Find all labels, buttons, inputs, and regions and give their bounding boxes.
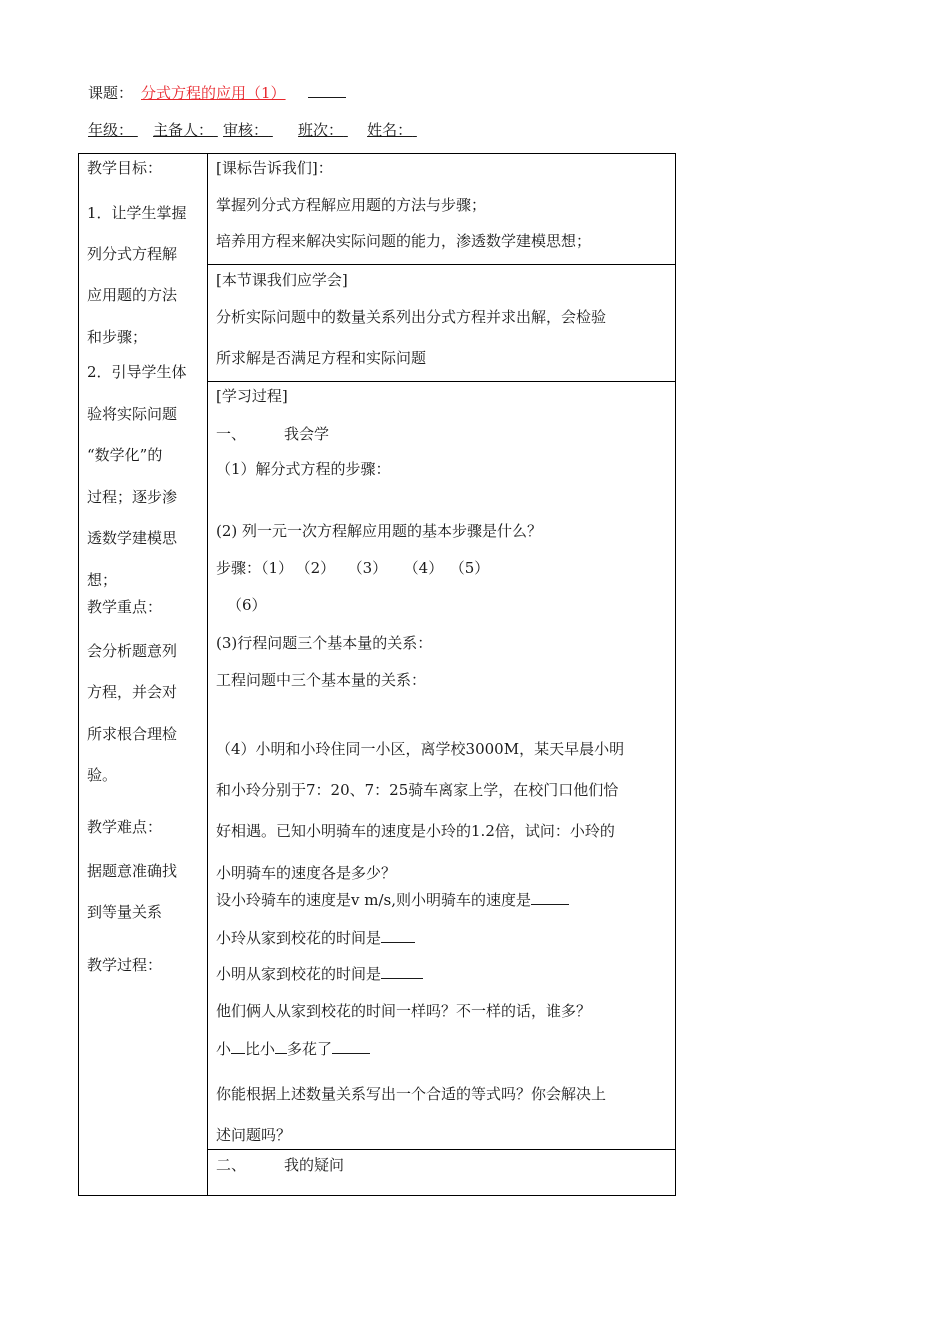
key-line: 方程，并会对 (87, 683, 178, 702)
question-4-line: 和小玲分别于7：20、7：25骑车离家上学，在校门口他们恰 (216, 781, 619, 800)
fill-1-text: 设小玲骑车的速度是v m/s,则小明骑车的速度是 (216, 891, 531, 909)
name-label: 姓名： (367, 121, 413, 139)
topic-label: 课题： (88, 84, 134, 102)
fill-line-3 (216, 963, 423, 984)
fill-2-blank[interactable] (381, 928, 415, 943)
key-line: 验。 (87, 765, 118, 784)
key-line: 会分析题意列 (87, 642, 178, 660)
fill-line-4: 他们俩人从家到校花的时间一样吗？不一样的话，谁多？ (216, 1002, 592, 1020)
learn-line: 分析实际问题中的数量关系列出分式方程并求出解，会检验 (216, 308, 607, 326)
reviewer-label: 审核： (223, 121, 269, 139)
steps-row (216, 557, 489, 578)
learn-title: [本节课我们应学会] (216, 271, 348, 289)
grade-label: 年级： (88, 121, 134, 139)
row-divider-1 (207, 264, 676, 265)
question-1: （1）解分式方程的步骤： (216, 460, 391, 478)
fill-3-blank[interactable] (381, 964, 423, 979)
question-4-line: （4）小明和小玲住同一小区，离学校3000M，某天早晨小明 (216, 740, 625, 758)
fill-3-text: 小明从家到校花的时间是 (216, 965, 382, 983)
part1-title: 我会学 (284, 425, 330, 443)
fill-line-2 (216, 927, 415, 948)
step-2: （2） (303, 559, 336, 577)
fill-6-line: 你能根据上述数量关系写出一个合适的等式吗？你会解决上 (216, 1085, 607, 1103)
part2-number: 二、 (216, 1156, 247, 1174)
key-line: 所求根合理检 (87, 724, 178, 743)
difficulty-line: 到等量关系 (87, 903, 163, 921)
fill-6-line: 述问题吗？ (216, 1126, 292, 1144)
goals-line: 2．引导学生体 (87, 363, 187, 381)
fill-5-blank-3[interactable] (332, 1039, 370, 1054)
question-4 (216, 729, 624, 894)
fill-5-blank-2[interactable] (275, 1039, 287, 1054)
step-3: （3） (355, 559, 388, 577)
goals-title: 教学目标： (87, 159, 163, 177)
question-3b: 工程问题中三个基本量的关系： (216, 671, 427, 689)
goals-line: 想； (87, 570, 118, 589)
goals-line: 应用题的方法 (87, 286, 178, 305)
difficulty-line: 据题意准确找 (87, 862, 178, 880)
topic-blank (308, 83, 346, 98)
fill-5-c: 多花了 (287, 1040, 333, 1058)
goals-line: 透数学建模思 (87, 529, 178, 547)
step-1: （1） (261, 559, 294, 577)
goals-line: 和步骤； (87, 327, 148, 346)
fill-5-blank-1[interactable] (231, 1039, 245, 1054)
goals-line: 列分式方程解 (87, 245, 178, 264)
process-title-left: 教学过程： (87, 956, 163, 974)
standard-line: 培养用方程来解决实际问题的能力，渗透数学建模思想； (216, 232, 592, 250)
fill-line-6 (216, 1074, 606, 1156)
goals-line: 验将实际问题 (87, 404, 178, 423)
goals-line: 1．让学生掌握 (87, 204, 187, 222)
process-title: [学习过程] (216, 387, 288, 405)
question-4-line: 小明骑车的速度各是多少？ (216, 863, 397, 882)
class-label: 班次： (298, 121, 344, 139)
fill-1-blank[interactable] (531, 890, 569, 905)
part1-number: 一、 (216, 425, 247, 443)
difficulty-title: 教学难点： (87, 818, 163, 836)
standard-line: 掌握列分式方程解应用题的方法与步骤； (216, 196, 487, 214)
question-2: (2) 列一元一次方程解应用题的基本步骤是什么？ (216, 522, 543, 540)
preparer-label: 主备人： (153, 121, 214, 139)
fill-5-a: 小 (216, 1040, 232, 1058)
goals-list (87, 193, 187, 358)
row-divider-2 (207, 381, 676, 382)
goals-line: “数学化”的 (87, 446, 163, 464)
fill-2-text: 小玲从家到校花的时间是 (216, 929, 382, 947)
goals-line: 过程；逐步渗 (87, 487, 178, 506)
step-6: （6） (227, 596, 267, 614)
difficulty-list (87, 851, 177, 933)
fill-line-5 (216, 1038, 370, 1059)
step-5: （5） (457, 559, 490, 577)
part2-heading (216, 1154, 344, 1175)
part1-heading (216, 423, 329, 444)
steps-label: 步骤： (216, 559, 262, 577)
learn-line: 所求解是否满足方程和实际问题 (216, 349, 427, 367)
fill-5-b: 比小 (245, 1040, 276, 1058)
question-4-line: 好相遇。已知小明骑车的速度是小玲的1.2倍，试问：小玲的 (216, 822, 615, 841)
goals-list-2 (87, 352, 187, 601)
question-3: (3)行程问题三个基本量的关系： (216, 634, 433, 652)
fill-line-1 (216, 889, 569, 910)
topic-line (88, 82, 346, 103)
part2-title: 我的疑问 (284, 1156, 345, 1174)
step-4: （4） (411, 559, 444, 577)
topic-value: 分式方程的应用（1） (141, 84, 286, 102)
key-list (87, 631, 177, 796)
column-divider (207, 153, 208, 1196)
header-info-line (88, 119, 464, 140)
key-title: 教学重点： (87, 598, 163, 616)
standard-title: [课标告诉我们]： (216, 159, 333, 177)
